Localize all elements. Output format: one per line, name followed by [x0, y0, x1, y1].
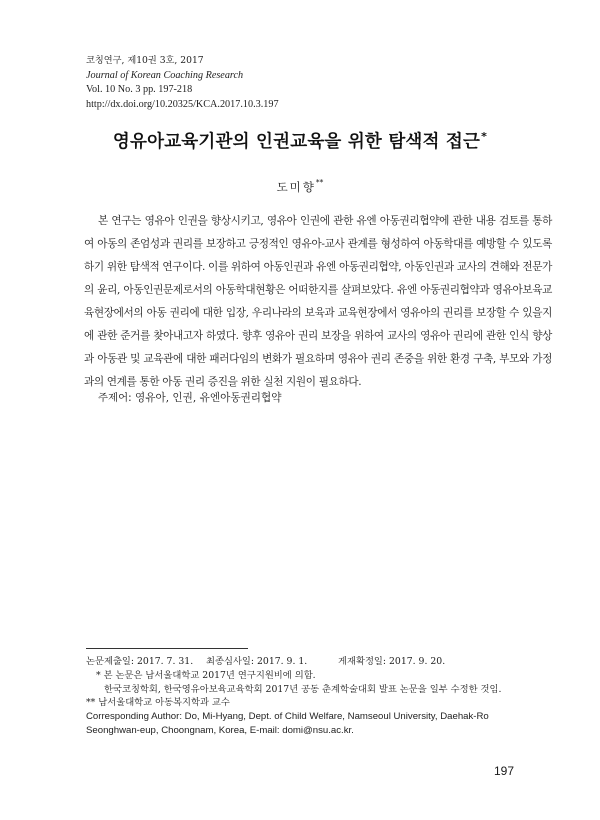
paper-title-text: 영유아교육기관의 인권교육을 위한 탐색적 접근 [112, 132, 481, 152]
corresponding-author-line2: Seonghwan-eup, Choongnam, Korea, E-mail: domi@nsu.ac.kr. [86, 724, 354, 736]
footnote-conference: 한국코칭학회, 한국영유아보육교육학회 2017년 공동 춘계학술대회 발표 논문을 일부 수정한 것임. [104, 683, 502, 695]
page-number: 197 [494, 764, 515, 778]
paper-title [0, 128, 600, 153]
date-submitted: 논문제출일: 2017. 7. 31. [86, 656, 194, 667]
date-accepted: 게재확정일: 2017. 9. 20. [338, 656, 446, 667]
footnote-divider [86, 648, 248, 649]
journal-korean-citation: 코칭연구, 제10권 3호, 2017 [86, 55, 204, 66]
volume-pages: Vol. 10 No. 3 pp. 197-218 [86, 84, 193, 96]
corresponding-author-line1: Corresponding Author: Do, Mi-Hyang, Dept. of Child Welfare, Namseoul University, Daehak-Ro [86, 711, 489, 723]
abstract: 본 연구는 영유아 인권을 향상시키고, 영유아 인권에 관한 유엔 아동권리협약에 관한 내용 검토를 통하여 아동의 존엄성과 권리를 보장하고 긍정적인 영유아-교사 관계를 형성하여 아동학대를 예방할 수 있도록 하기 위한 탐색적 연구이다. 이를 위하여 아동인권과 유엔 아동권리협약, 아동인권과 교사의 견해와 전문가의 윤리, 아동인권문제로서의 아동학대현황은 어떠한지를 살펴보았다. 유엔 아동권리협약과 영유아보육교육현장에서의 아동 권리에 대한 입장, 우리나라의 보육과 교육현장에서 영유아의 권리를 보장할 수 있을지에 관한 준거를 찾아내고자 하였다. 향후 영유아 권리 보장을 위하여 교사의 영유아 권리에 관한 인식 향상과 아동관 및 교육관에 대한 패러다임의 변화가 필요하며 영유아 권리 존중을 위한 환경 구축, 부모와 가정과의 연계를 통한 아동 권리 증진을 위한 실천 지원이 필요하다. [84, 215, 552, 388]
footnote-funding: * 본 논문은 남서울대학교 2017년 연구지원비에 의함. [96, 669, 316, 681]
footnotes [86, 655, 501, 738]
keywords [98, 389, 282, 405]
journal-header [86, 54, 279, 112]
author-footnote-mark: ** [315, 178, 324, 187]
author-line [0, 178, 600, 195]
title-footnote-mark: * [481, 130, 488, 143]
keywords-text: 영유아, 인권, 유엔아동권리협약 [135, 392, 282, 404]
keywords-label: 주제어: [98, 392, 132, 404]
journal-name: Journal of Korean Coaching Research [86, 69, 244, 81]
author-name: 도미향 [276, 180, 316, 194]
doi-link[interactable]: http://dx.doi.org/10.20325/KCA.2017.10.3.197 [86, 98, 279, 110]
date-reviewed: 최종심사일: 2017. 9. 1. [206, 656, 308, 667]
footnote-dates [86, 655, 501, 669]
footnote-affiliation: ** 남서울대학교 아동복지학과 교수 [86, 697, 230, 709]
